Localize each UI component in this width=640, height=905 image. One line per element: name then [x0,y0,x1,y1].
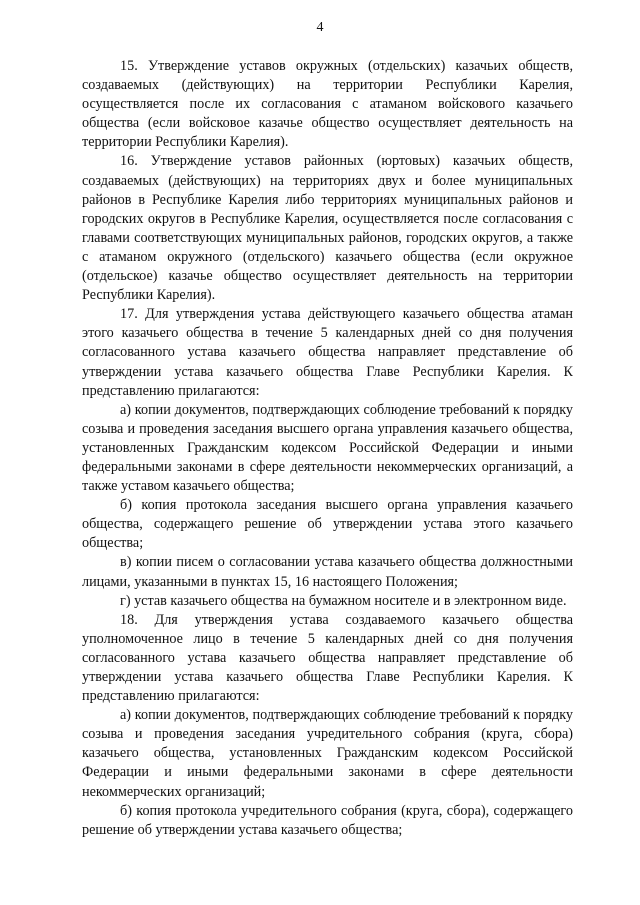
paragraph-18: 18. Для утверждения устава создаваемого казачьего общества уполномоченное лицо в течение 5 календарных дней со дня получения согласованного устава казачьего общества направляет представление об утверждении устава казачьего общества Главе Республики Карелия. К представлению прилагаются: [82,611,573,705]
paragraph-18-item-a: а) копии документов, подтверждающих соблюдение требований к порядку созыва и проведения заседания учредительного собрания (круга, сбора) казачьего общества, установленных Гражданским кодексом Российской Федерации и иными федеральными законами в сфере деятельности некоммерческих организаций; [82,707,573,800]
paragraph-17-item-a: а) копии документов, подтверждающих соблюдение требований к порядку созыва и проведения заседания высшего органа управления казачьего общества, установленных Гражданским кодексом Российской Федерации и иными федеральными законами в сфере деятельности некоммерческих организаций, а также уставом казачьего общества; [82,401,573,495]
paragraph-17-item-g: г) устав казачьего общества на бумажном носителе и в электронном виде. [120,592,567,609]
paragraph-18-item-b: б) копия протокола учредительного собрания (круга, сбора), содержащего решение об утверждении устава казачьего общества; [82,802,573,838]
paragraph-17-item-v: в) копии писем о согласовании устава казачьего общества должностными лицами, указанными в пунктах 15, 16 настоящего Положения; [82,554,573,590]
document-body [82,57,573,840]
page-number: 4 [316,20,324,35]
paragraph-17-item-b: б) копия протокола заседания высшего органа управления казачьего общества, содержащего решение об утверждении устава этого казачьего общества; [82,497,573,552]
paragraph-17: 17. Для утверждения устава действующего казачьего общества атаман этого казачьего общества в течение 5 календарных дней со дня получения согласованного устава казачьего общества направляет представление об утверждении устава казачьего общества Главе Республики Карелия. К представлению прилагаются: [82,306,573,399]
paragraph-15: 15. Утверждение уставов окружных (отдельских) казачьих обществ, создаваемых (действующих) на территории Республики Карелия, осуществляется после их согласования с атаманом войскового казачьего общества (если войсковое казачье общество осуществляет деятельность на территории Республики Карелия). [82,58,573,151]
paragraph-16: 16. Утверждение уставов районных (юртовых) казачьих обществ, создаваемых (действующих) на территориях двух и более муниципальных районов в Республике Карелия либо территориях муниципальных районов и городских округов в Республике Карелия, осуществляется после согласования с главами соответствующих муниципальных районов, городских округов, а также с атаманом окружного (отдельского) казачьего общества (если окружное (отдельское) казачье общество осуществляет деятельность на территории Республики Карелия). [82,153,573,304]
